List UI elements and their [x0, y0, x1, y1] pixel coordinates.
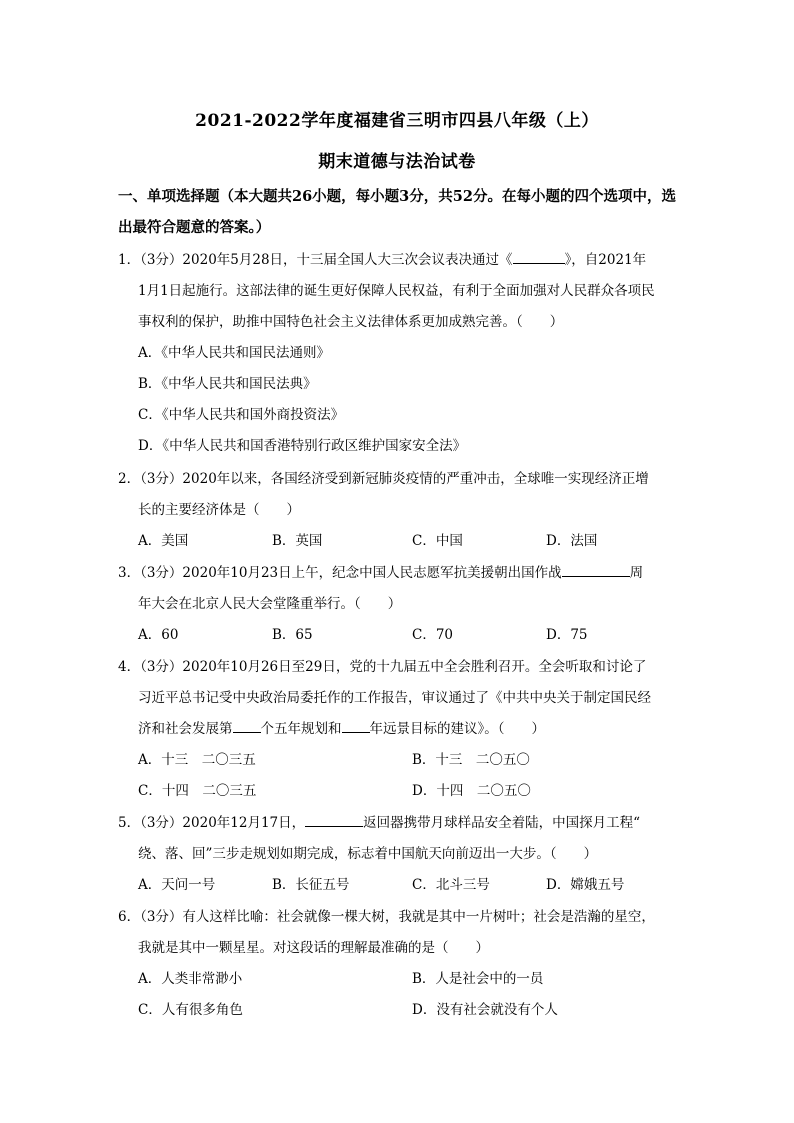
question-2-line2: 长的主要经济体是（ ）	[138, 502, 300, 518]
question-4-option-a: A．十三 二〇三五	[138, 752, 256, 768]
question-6-option-a: A．人类非常渺小	[138, 971, 243, 987]
question-text: 返回器携带月球样品安全着陆，中国探月工程“	[363, 815, 641, 831]
question-5-line1	[118, 811, 640, 831]
question-2-line1: 2．（3分）2020年以来，各国经济受到新冠肺炎疫情的严重冲击，全球唯一实现经济正增	[118, 471, 649, 487]
question-4-line1: 4．（3分）2020年10月26日至29日，党的十九届五中全会胜利召开。全会听取和讨论了	[118, 659, 647, 675]
exam-title-line1: 2021-2022学年度福建省三明市四县八年级（上）	[195, 111, 599, 131]
question-1-line3: 事权利的保护，助推中国特色社会主义法律体系更加成熟完善。（ ）	[138, 314, 564, 330]
question-text: 周	[629, 565, 644, 581]
question-3-option-c: C．70	[412, 627, 454, 643]
question-text: 3．（3分）2020年10月23日上午，纪念中国人民志愿军抗美援朝出国作战	[118, 565, 562, 581]
question-4-option-d: D．十四 二〇五〇	[412, 783, 531, 799]
question-1-option-b: B．《中华人民共和国民法典》	[138, 376, 317, 392]
answer-blank	[513, 250, 565, 265]
question-2-option-c: C．中国	[412, 533, 463, 549]
question-6-option-c: C．人有很多角色	[138, 1002, 243, 1018]
question-4-option-b: B．十三 二〇五〇	[412, 752, 530, 768]
question-text: 》，自2021年	[564, 252, 647, 268]
answer-blank	[342, 719, 370, 734]
question-text: 5．（3分）2020年12月17日，	[118, 815, 306, 831]
question-6-option-b: B．人是社会中的一员	[412, 971, 544, 987]
question-1-option-c: C．《中华人民共和国外商投资法》	[138, 407, 345, 423]
question-5-option-a: A．天问一号	[138, 877, 216, 893]
question-4-line3	[138, 717, 545, 737]
section-heading	[118, 181, 678, 243]
question-2-option-d: D．法国	[546, 533, 598, 549]
question-4-option-c: C．十四 二〇三五	[138, 783, 257, 799]
question-6-line1: 6．（3分）有人这样比喻：社会就像一棵大树，我就是其中一片树叶；社会是浩瀚的星空，	[118, 909, 655, 925]
section-heading-line2: 出最符合题意的答案。）	[118, 219, 271, 236]
question-6-option-d: D．没有社会就没有个人	[412, 1002, 558, 1018]
exam-title-line2: 期末道德与法治试卷	[318, 152, 476, 172]
question-5-option-c: C．北斗三号	[412, 877, 490, 893]
question-text: 年远景目标的建议》。（ ）	[369, 721, 545, 737]
question-3-line2: 年大会在北京人民大会堂隆重举行。（ ）	[138, 596, 402, 612]
question-1-option-a: A．《中华人民共和国民法通则》	[138, 345, 330, 361]
question-1-line2: 1月1日起施行。这部法律的诞生更好保障人民权益，有利于全面加强对人民群众各项民	[138, 283, 655, 299]
answer-blank	[562, 563, 630, 578]
answer-blank	[233, 719, 261, 734]
question-2-option-a: A．美国	[138, 533, 189, 549]
question-5-option-b: B．长征五号	[272, 877, 350, 893]
question-1-option-d: D．《中华人民共和国香港特别行政区维护国家安全法》	[138, 438, 467, 454]
section-heading-line1: 一、单项选择题（本大题共26小题，每小题3分，共52分。在每小题的四个选项中，选	[118, 188, 676, 205]
question-2-option-b: B．英国	[272, 533, 323, 549]
question-3-option-a: A．60	[138, 627, 179, 643]
question-text: 个五年规划和	[260, 721, 342, 737]
question-5-option-d: D．嫦娥五号	[546, 877, 625, 893]
question-text: 济和社会发展第	[138, 721, 233, 737]
question-3-option-d: D．75	[546, 627, 588, 643]
question-5-line2: 绕、落、回”三步走规划如期完成，标志着中国航天向前迈出一大步。（ ）	[138, 846, 598, 862]
question-3-option-b: B．65	[272, 627, 313, 643]
question-6-line2: 我就是其中一颗星星。对这段话的理解最准确的是（ ）	[138, 940, 489, 956]
question-3-line1	[118, 561, 643, 581]
answer-blank	[305, 813, 363, 828]
question-1-line1	[118, 248, 646, 268]
question-4-line2: 习近平总书记受中央政治局委托作的工作报告，审议通过了《中共中央关于制定国民经	[138, 690, 651, 706]
question-text: 1．（3分）2020年5月28日，十三届全国人大三次会议表决通过《	[118, 252, 513, 268]
